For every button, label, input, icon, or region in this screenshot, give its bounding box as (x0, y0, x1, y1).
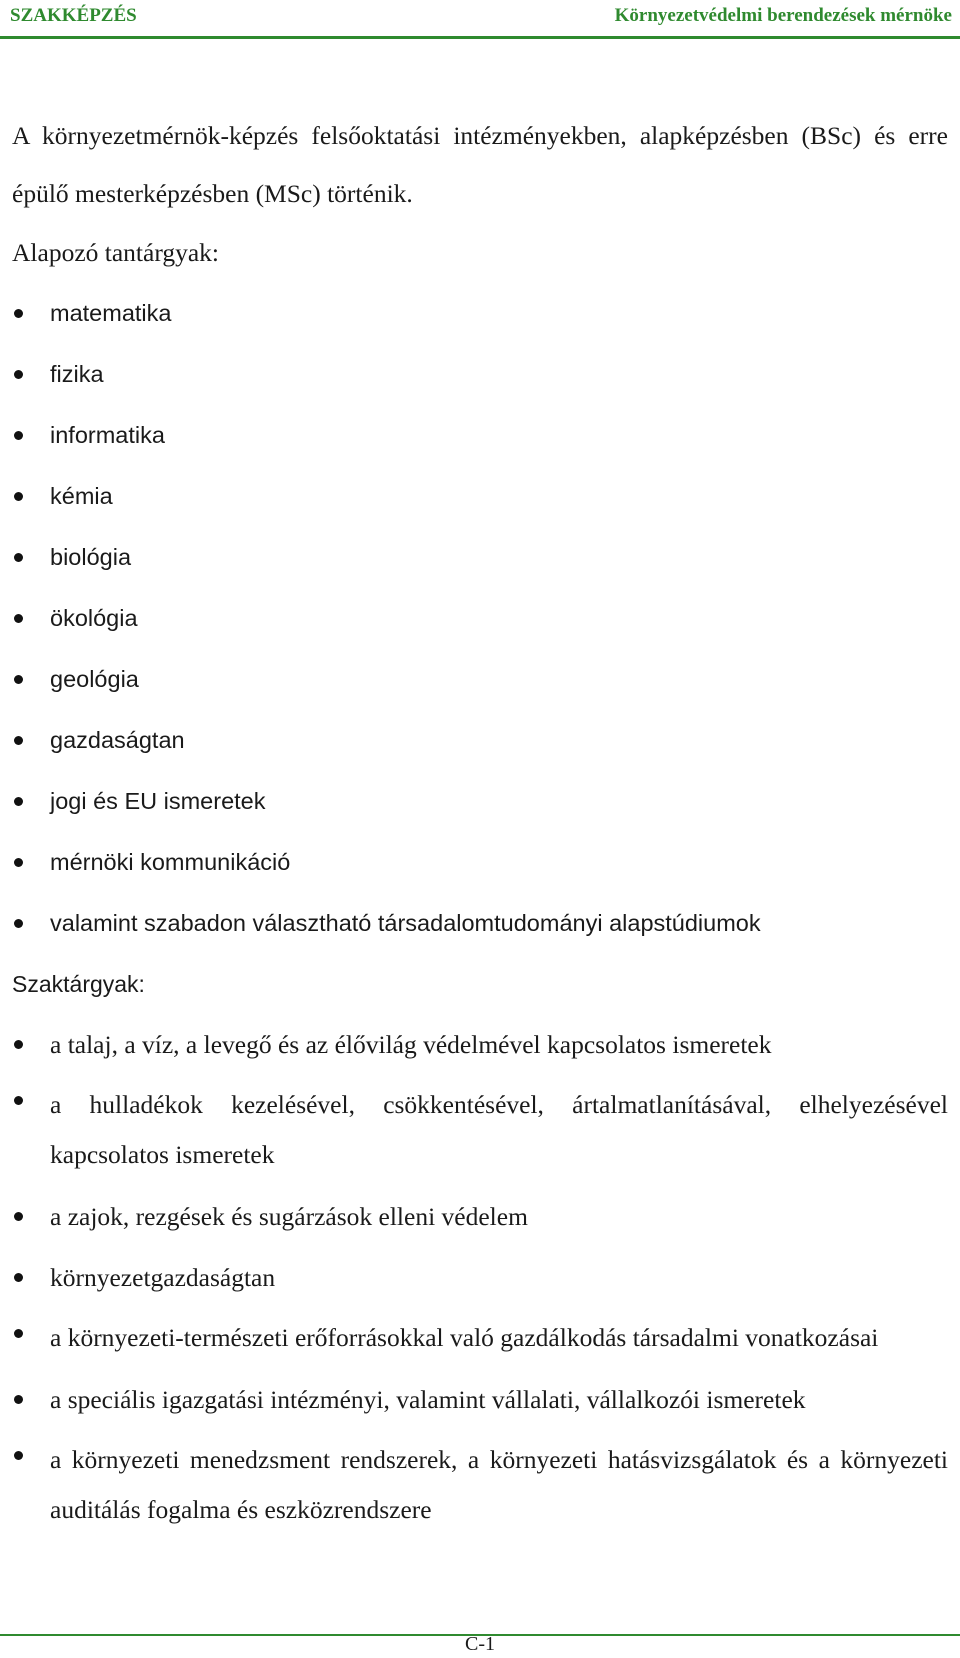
list-item: matematika (12, 283, 948, 344)
list-item: jogi és EU ismeretek (12, 771, 948, 832)
list-item: valamint szabadon választható társadalomtudományi alapstúdiumok (12, 893, 948, 954)
page-header (0, 0, 960, 34)
list-item: kémia (12, 466, 948, 527)
list-item: ökológia (12, 588, 948, 649)
list-item: gazdaságtan (12, 710, 948, 771)
list-item: informatika (12, 405, 948, 466)
list-item: geológia (12, 649, 948, 710)
basic-subjects-list (12, 283, 948, 954)
list-item: a környezeti menedzsment rendszerek, a környezeti hatásvizsgálatok és a környezeti auditálás fogalma és eszközrendszere (12, 1430, 948, 1541)
page-number: C-1 (465, 1633, 495, 1655)
header-document-title: Környezetvédelmi berendezések mérnöke (614, 5, 952, 26)
list-item: a speciális igazgatási intézményi, valamint vállalati, vállalkozói ismeretek (12, 1369, 948, 1430)
specialized-subjects-list (12, 1014, 948, 1541)
basic-subjects-heading: Alapozó tantárgyak: (12, 238, 220, 267)
list-item: a hulladékok kezelésével, csökkentésével, ártalmatlanításával, elhelyezésével kapcsolatos ismeretek (12, 1075, 948, 1186)
list-item: mérnöki kommunikáció (12, 832, 948, 893)
header-section-title: SZAKKÉPZÉS (10, 5, 137, 26)
specialized-subjects-heading: Szaktárgyak: (12, 971, 145, 997)
list-item: a talaj, a víz, a levegő és az élővilág védelmével kapcsolatos ismeretek (12, 1014, 948, 1075)
list-item: a környezeti-természeti erőforrásokkal való gazdálkodás társadalmi vonatkozásai (12, 1308, 948, 1369)
list-item: környezetgazdaságtan (12, 1247, 948, 1308)
list-item: fizika (12, 344, 948, 405)
intro-paragraph: A környezetmérnök-képzés felsőoktatási intézményekben, alapképzésben (BSc) és erre épülő mesterképzésben (MSc) történik. (12, 121, 948, 208)
document-body (12, 107, 948, 1541)
header-divider (0, 36, 960, 39)
list-item: biológia (12, 527, 948, 588)
list-item: a zajok, rezgések és sugárzások elleni védelem (12, 1186, 948, 1247)
